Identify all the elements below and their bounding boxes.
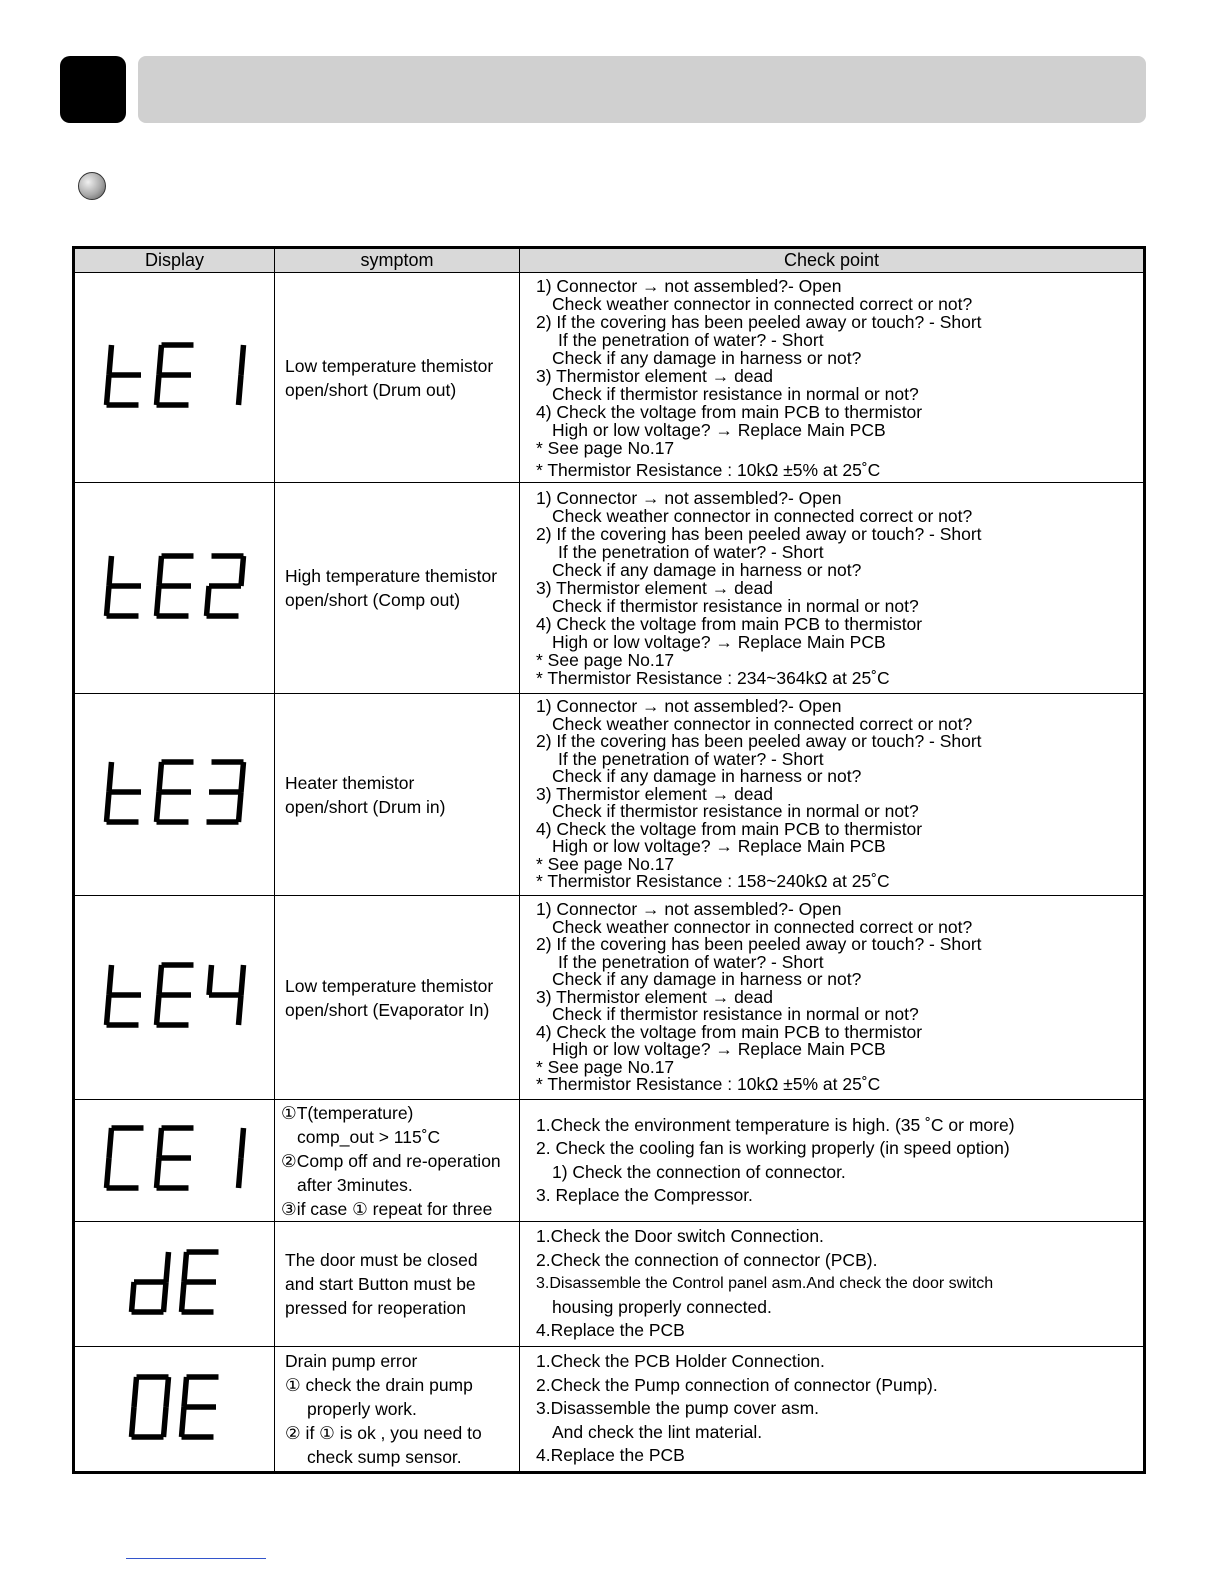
check-line: 3.Disassemble the Control panel asm.And check the door switch [536,1275,994,1293]
segment-c [163,1282,166,1312]
symptom-cell [275,1222,520,1347]
check-line: High or low voltage? → Replace Main PCB [552,419,886,440]
segment-e [206,586,209,616]
display-cell [74,273,275,483]
seven-segment-code [100,752,250,832]
bullet-icon [78,172,106,200]
segment-f [109,965,112,995]
symptom-line: ①T(temperature) [281,1102,414,1123]
segment-b [241,762,244,792]
check-line: * Thermistor Resistance : 10kΩ ±5% at 25˚C [536,459,881,480]
symptom-cell [275,1347,520,1473]
symptom-line: comp_out > 115˚C [297,1126,441,1147]
check-line: 2) If the covering has been peeled away or touch? - Short [536,524,982,544]
check-line: Check if thermistor resistance in normal or not? [552,383,919,404]
segment-e [106,375,109,405]
check-line: Check weather connector in connected correct or not? [552,916,973,937]
check-line: If the penetration of water? - Short [558,329,824,350]
table-row [74,1347,1145,1473]
check-line: 2.Check the Pump connection of connector (Pump). [536,1374,938,1395]
check-line: Check if thermistor resistance in normal or not? [552,801,919,822]
check-line: High or low voltage? → Replace Main PCB [552,632,886,652]
segment-f [109,345,112,375]
check-line: 2.Check the connection of connector (PCB). [536,1249,878,1270]
symptom-line: Heater themistor [285,772,415,793]
check-line: 1) Check the connection of connector. [552,1161,846,1182]
check-line: * Thermistor Resistance : 10kΩ ±5% at 25˚C [536,1074,881,1095]
display-cell [74,896,275,1100]
check-line: 4.Replace the PCB [536,1320,685,1341]
check-line: 3) Thermistor element → dead [536,578,774,598]
segment-b [166,1252,169,1282]
check-line: Check if thermistor resistance in normal or not? [552,596,919,616]
check-line: 1) Connector → not assembled?- Open [536,696,842,717]
segment-f [159,556,162,586]
check-line: 2) If the covering has been peeled away or touch? - Short [536,934,982,955]
segment-f [159,345,162,375]
segment-e [181,1282,184,1312]
symptom-line: Low temperature themistor [285,355,494,376]
check-line: * See page No.17 [536,1056,675,1077]
symptom-line: Low temperature themistor [285,975,494,996]
check-point-cell [520,1100,1145,1222]
symptom-line: open/short (Drum out) [285,379,457,400]
segment-b [241,1128,244,1158]
check-point-cell [520,483,1145,694]
symptom-line: ②Comp off and re-operation [281,1150,501,1171]
symptom-cell [275,1100,520,1222]
symptom-line: Drain pump error [285,1351,418,1371]
segment-f [184,1252,187,1282]
table-row [74,1100,1145,1222]
check-line: 1.Check the Door switch Connection. [536,1226,824,1247]
segment-e [156,586,159,616]
check-line: * See page No.17 [536,437,675,458]
segment-c [238,792,241,822]
segment-f [109,762,112,792]
table-row [74,1222,1145,1347]
check-line: 3) Thermistor element → dead [536,783,774,804]
header-bar [138,56,1146,123]
display-cell [74,1222,275,1347]
check-line: Check weather connector in connected correct or not? [552,506,973,526]
check-line: 1) Connector → not assembled?- Open [536,899,842,920]
table-header-row [74,248,1145,273]
symptom-cell [275,896,520,1100]
seven-segment-code [100,1367,250,1447]
segment-f [184,1377,187,1407]
symptom-line: High temperature themistor [285,566,498,586]
check-line: Check if any damage in harness or not? [552,347,862,368]
segment-f [159,965,162,995]
check-line: 2) If the covering has been peeled away or touch? - Short [536,311,982,332]
section-tab [60,56,126,123]
symptom-line: properly work. [307,1399,417,1419]
segment-f [159,1128,162,1158]
check-line: housing properly connected. [552,1296,772,1317]
segment-c [238,1158,241,1188]
check-line: 3) Thermistor element → dead [536,986,774,1007]
check-line: 3. Replace the Compressor. [536,1185,753,1205]
segment-f [134,1377,137,1407]
display-cell [74,1100,275,1222]
table-row [74,896,1145,1100]
seven-segment-code [100,955,250,1035]
check-line: 3.Disassemble the pump cover asm. [536,1398,820,1419]
check-line: * Thermistor Resistance : 158~240kΩ at 25˚C [536,871,890,892]
segment-b [166,1377,169,1407]
segment-e [106,995,109,1025]
symptom-line: ② if ① is ok , you need to [285,1423,482,1443]
segment-b [241,345,244,375]
check-line: 4) Check the voltage from main PCB to thermistor [536,401,923,422]
symptom-line: pressed for reoperation [285,1298,466,1318]
check-line: If the penetration of water? - Short [558,542,824,562]
seven-segment-code [100,1242,250,1322]
symptom-cell [275,483,520,694]
header-check-point: Check point [520,248,1145,273]
table-row [74,483,1145,694]
segment-f [209,965,212,995]
check-line: Check weather connector in connected correct or not? [552,713,973,734]
symptom-cell [275,273,520,483]
check-line: 4) Check the voltage from main PCB to thermistor [536,818,923,839]
check-line: 1.Check the PCB Holder Connection. [536,1351,825,1372]
seven-segment-code [100,546,250,626]
header-display: Display [74,248,275,273]
symptom-line: after 3minutes. [297,1174,413,1195]
check-point-cell [520,1222,1145,1347]
check-line: High or low voltage? → Replace Main PCB [552,836,886,857]
segment-e [106,1158,109,1188]
check-line: 1) Connector → not assembled?- Open [536,275,842,296]
check-line: High or low voltage? → Replace Main PCB [552,1039,886,1060]
check-line: * Thermistor Resistance : 234~364kΩ at 25˚C [536,668,890,688]
symptom-line: open/short (Evaporator In) [285,999,490,1020]
check-point-cell [520,1347,1145,1473]
seven-segment-code [100,335,250,415]
segment-e [156,375,159,405]
segment-e [131,1282,134,1312]
segment-f [159,762,162,792]
table-row [74,694,1145,896]
segment-b [241,965,244,995]
segment-f [109,556,112,586]
check-line: 4) Check the voltage from main PCB to thermistor [536,614,923,634]
check-line: * See page No.17 [536,853,675,874]
display-cell [74,1347,275,1473]
symptom-line: open/short (Drum in) [285,796,446,817]
table-row [74,273,1145,483]
segment-c [238,375,241,405]
segment-c [163,1407,166,1437]
check-line: Check if any damage in harness or not? [552,969,862,990]
check-line: Check weather connector in connected correct or not? [552,293,973,314]
check-line: And check the lint material. [552,1421,763,1442]
check-line: Check if any damage in harness or not? [552,766,862,787]
symptom-line: ① check the drain pump [285,1375,473,1395]
symptom-line: and start Button must be [285,1274,476,1294]
segment-f [109,1128,112,1158]
check-point-cell [520,694,1145,896]
check-point-cell [520,273,1145,483]
check-line: 2) If the covering has been peeled away or touch? - Short [536,731,982,752]
check-line: If the penetration of water? - Short [558,951,824,972]
check-line: 2. Check the cooling fan is working properly (in speed option) [536,1138,1010,1158]
segment-e [106,586,109,616]
footer-link-underline [126,1558,266,1559]
symptom-cell [275,694,520,896]
check-line: 4.Replace the PCB [536,1445,685,1466]
segment-c [238,995,241,1025]
check-line: 1.Check the environment temperature is high. (35 ˚C or more) [536,1114,1015,1135]
check-line: Check if thermistor resistance in normal or not? [552,1004,919,1025]
header-symptom: symptom [275,248,520,273]
segment-e [131,1407,134,1437]
check-line: 3) Thermistor element → dead [536,365,774,386]
check-line: If the penetration of water? - Short [558,748,824,769]
segment-e [156,995,159,1025]
error-code-table [72,246,1146,1474]
symptom-line: open/short (Comp out) [285,590,461,610]
segment-e [106,792,109,822]
symptom-line: check sump sensor. [307,1447,462,1467]
check-point-cell [520,896,1145,1100]
segment-e [156,792,159,822]
symptom-line: ③if case ① repeat for three [281,1198,493,1219]
check-line: Check if any damage in harness or not? [552,560,862,580]
check-line: 4) Check the voltage from main PCB to thermistor [536,1021,923,1042]
seven-segment-code [100,1118,250,1198]
segment-e [156,1158,159,1188]
segment-e [181,1407,184,1437]
segment-b [241,556,244,586]
check-line: 1) Connector → not assembled?- Open [536,488,842,508]
check-line: * See page No.17 [536,650,675,670]
display-cell [74,694,275,896]
display-cell [74,483,275,694]
symptom-line: The door must be closed [285,1250,478,1270]
